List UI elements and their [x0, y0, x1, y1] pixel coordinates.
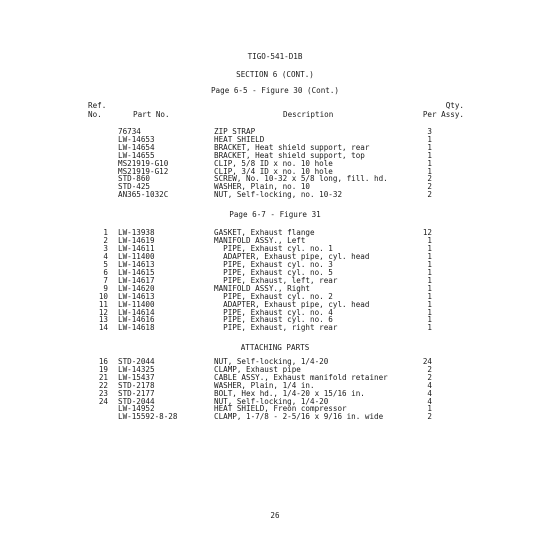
table-row — [0, 412, 550, 420]
part-description: BRACKET, Heat shield support, rear — [214, 142, 370, 152]
table-row — [0, 244, 550, 252]
ref-header-line1: Ref. — [88, 101, 107, 110]
ref-number: 12 — [98, 307, 108, 317]
part-number: LW-11400 — [118, 251, 155, 261]
part-number: STD-860 — [118, 174, 151, 184]
table-row — [0, 308, 550, 316]
part-description: WASHER, Plain, no. 10 — [214, 182, 311, 192]
part-number: LW-14620 — [118, 283, 155, 293]
part-description: ZIP STRAP — [214, 127, 256, 136]
figure-heading: Page 6-5 - Figure 30 (Cont.) — [210, 86, 339, 95]
part-description: GASKET, Exhaust flange — [214, 228, 315, 237]
table-row — [0, 135, 550, 143]
part-number: LW-14619 — [118, 235, 155, 245]
part-description: WASHER, Plain, 1/4 in. — [214, 380, 315, 390]
table-row — [0, 300, 550, 308]
part-number: LW-14613 — [118, 259, 155, 269]
ref-number: 14 — [98, 323, 108, 333]
part-number: LW-11400 — [118, 299, 155, 309]
part-number: LW-14653 — [118, 134, 155, 144]
part-description: BOLT, Hex hd., 1/4-20 x 15/16 in. — [214, 388, 365, 398]
figure-31-heading: Page 6-7 - Figure 31 — [229, 210, 321, 219]
part-description: BRACKET, Heat shield support, top — [214, 150, 365, 160]
description-header: Description — [283, 110, 334, 119]
ref-number: 5 — [103, 259, 108, 269]
quantity: 1 — [427, 267, 432, 277]
quantity: 1 — [427, 150, 432, 160]
part-number: AN365-1032C — [118, 190, 169, 200]
part-number: MS21919-G12 — [118, 166, 169, 176]
quantity: 1 — [427, 323, 432, 333]
part-number: LW-14654 — [118, 142, 155, 152]
quantity: 2 — [427, 364, 432, 374]
part-description: CLAMP, Exhaust pipe — [214, 364, 301, 374]
ref-number: 11 — [98, 299, 108, 309]
part-number: LW-14616 — [118, 315, 155, 325]
part-description: PIPE, Exhaust cyl. no. 6 — [214, 315, 333, 325]
table-row — [0, 236, 550, 244]
part-number: LW-14325 — [118, 364, 155, 374]
qty-header-line1: Qty. — [445, 101, 464, 110]
ref-number: 13 — [98, 315, 108, 325]
table-row — [0, 404, 550, 412]
part-number: LW-14611 — [118, 243, 155, 253]
part-number: LW-14615 — [118, 267, 155, 277]
part-number: LW-15437 — [118, 372, 155, 382]
table-row — [0, 174, 550, 182]
qty-header-line2: Per Assy. — [422, 110, 464, 119]
quantity: 1 — [427, 134, 432, 144]
quantity: 1 — [427, 307, 432, 317]
ref-number: 3 — [103, 243, 108, 253]
part-description: HEAT SHIELD — [214, 134, 265, 144]
quantity: 1 — [427, 275, 432, 285]
ref-header-line2: No. — [88, 110, 102, 119]
part-number: LW-14655 — [118, 150, 155, 160]
table-row — [0, 167, 550, 175]
section-heading: SECTION 6 (CONT.) — [236, 70, 314, 79]
quantity: 2 — [427, 174, 432, 184]
ref-number: 4 — [103, 251, 108, 261]
part-number: LW-14618 — [118, 323, 155, 333]
table-row — [0, 284, 550, 292]
table-row — [0, 389, 550, 397]
part-description: ADAPTER, Exhaust pipe, cyl. head — [214, 299, 370, 309]
quantity: 2 — [427, 182, 432, 192]
part-description: CLIP, 5/8 ID x no. 10 hole — [214, 158, 333, 168]
quantity: 1 — [427, 315, 432, 325]
ref-number: 21 — [98, 372, 108, 382]
table-row — [0, 190, 550, 198]
part-number: STD-425 — [118, 182, 151, 192]
table-row — [0, 151, 550, 159]
table-row — [0, 252, 550, 260]
quantity: 4 — [427, 388, 432, 398]
quantity: 4 — [427, 380, 432, 390]
part-description: NUT, Self-locking, 1/4-20 — [214, 396, 329, 406]
part-description: CLIP, 3/4 ID x no. 10 hole — [214, 166, 333, 176]
quantity: 4 — [427, 396, 432, 406]
part-number: LW-14952 — [118, 404, 155, 414]
document-id: TIGO-541-D1B — [247, 52, 303, 61]
part-description: NUT, Self-locking, 1/4-20 — [214, 357, 329, 366]
part-description: PIPE, Exhaust, right rear — [214, 323, 338, 333]
part-description: MANIFOLD ASSY., Left — [214, 235, 306, 245]
part-description: SCREW, No. 10-32 x 5/8 long, fill. hd. — [214, 174, 388, 184]
ref-number: 24 — [98, 396, 108, 406]
ref-number: 9 — [103, 283, 108, 293]
quantity: 12 — [422, 228, 432, 237]
ref-number: 23 — [98, 388, 108, 398]
page-number: 26 — [270, 511, 280, 520]
table-row — [0, 276, 550, 284]
attaching-parts-heading: ATTACHING PARTS — [240, 343, 310, 352]
quantity: 1 — [427, 243, 432, 253]
table-row — [0, 228, 550, 236]
part-number: MS21919-G10 — [118, 158, 169, 168]
part-number: STD-2177 — [118, 388, 155, 398]
part-description: PIPE, Exhaust, left, rear — [214, 275, 338, 285]
table-row — [0, 323, 550, 331]
quantity: 1 — [427, 166, 432, 176]
table-row — [0, 159, 550, 167]
part-description: CABLE ASSY., Exhaust manifold retainer — [214, 372, 388, 382]
part-description: CLAMP, 1-7/8 - 2-5/16 x 9/16 in. wide — [214, 412, 384, 422]
part-description: PIPE, Exhaust cyl. no. 3 — [214, 259, 333, 269]
part-header: Part No. — [133, 110, 170, 119]
quantity: 24 — [422, 357, 432, 366]
quantity: 1 — [427, 251, 432, 261]
quantity: 2 — [427, 412, 432, 422]
table-row — [0, 127, 550, 135]
ref-number: 2 — [103, 235, 108, 245]
quantity: 2 — [427, 372, 432, 382]
quantity: 1 — [427, 142, 432, 152]
part-number: 76734 — [118, 127, 141, 136]
ref-number: 10 — [98, 291, 108, 301]
ref-number: 7 — [103, 275, 108, 285]
table-row — [0, 357, 550, 365]
ref-number: 6 — [103, 267, 108, 277]
ref-number: 1 — [103, 228, 108, 237]
quantity: 1 — [427, 158, 432, 168]
table-row — [0, 373, 550, 381]
part-number: LW-14617 — [118, 275, 155, 285]
part-description: ADAPTER, Exhaust pipe, cyl. head — [214, 251, 370, 261]
quantity: 1 — [427, 235, 432, 245]
part-number: LW-14614 — [118, 307, 155, 317]
ref-number: 22 — [98, 380, 108, 390]
part-description: MANIFOLD ASSY., Right — [214, 283, 311, 293]
ref-number: 19 — [98, 364, 108, 374]
part-number: LW-15592-8-28 — [118, 412, 178, 422]
part-number: STD-2044 — [118, 357, 155, 366]
ref-number: 16 — [98, 357, 108, 366]
part-description: PIPE, Exhaust cyl. no. 5 — [214, 267, 333, 277]
table-row — [0, 365, 550, 373]
part-description: PIPE, Exhaust cyl. no. 2 — [214, 291, 333, 301]
part-description: PIPE, Exhaust cyl. no. 4 — [214, 307, 333, 317]
part-description: HEAT SHIELD, Freon compressor — [214, 404, 347, 414]
part-description: PIPE, Exhaust cyl. no. 1 — [214, 243, 333, 253]
quantity: 3 — [427, 127, 432, 136]
quantity: 1 — [427, 283, 432, 293]
table-row — [0, 143, 550, 151]
quantity: 2 — [427, 190, 432, 200]
table-row — [0, 315, 550, 323]
table-row — [0, 381, 550, 389]
table-row — [0, 292, 550, 300]
table-row — [0, 268, 550, 276]
quantity: 1 — [427, 299, 432, 309]
part-number: STD-2044 — [118, 396, 155, 406]
part-number: LW-13938 — [118, 228, 155, 237]
quantity: 1 — [427, 259, 432, 269]
part-number: LW-14613 — [118, 291, 155, 301]
part-number: STD-2178 — [118, 380, 155, 390]
quantity: 1 — [427, 291, 432, 301]
part-description: NUT, Self-locking, no. 10-32 — [214, 190, 343, 200]
table-row — [0, 260, 550, 268]
quantity: 1 — [427, 404, 432, 414]
table-row — [0, 182, 550, 190]
table-row — [0, 397, 550, 405]
